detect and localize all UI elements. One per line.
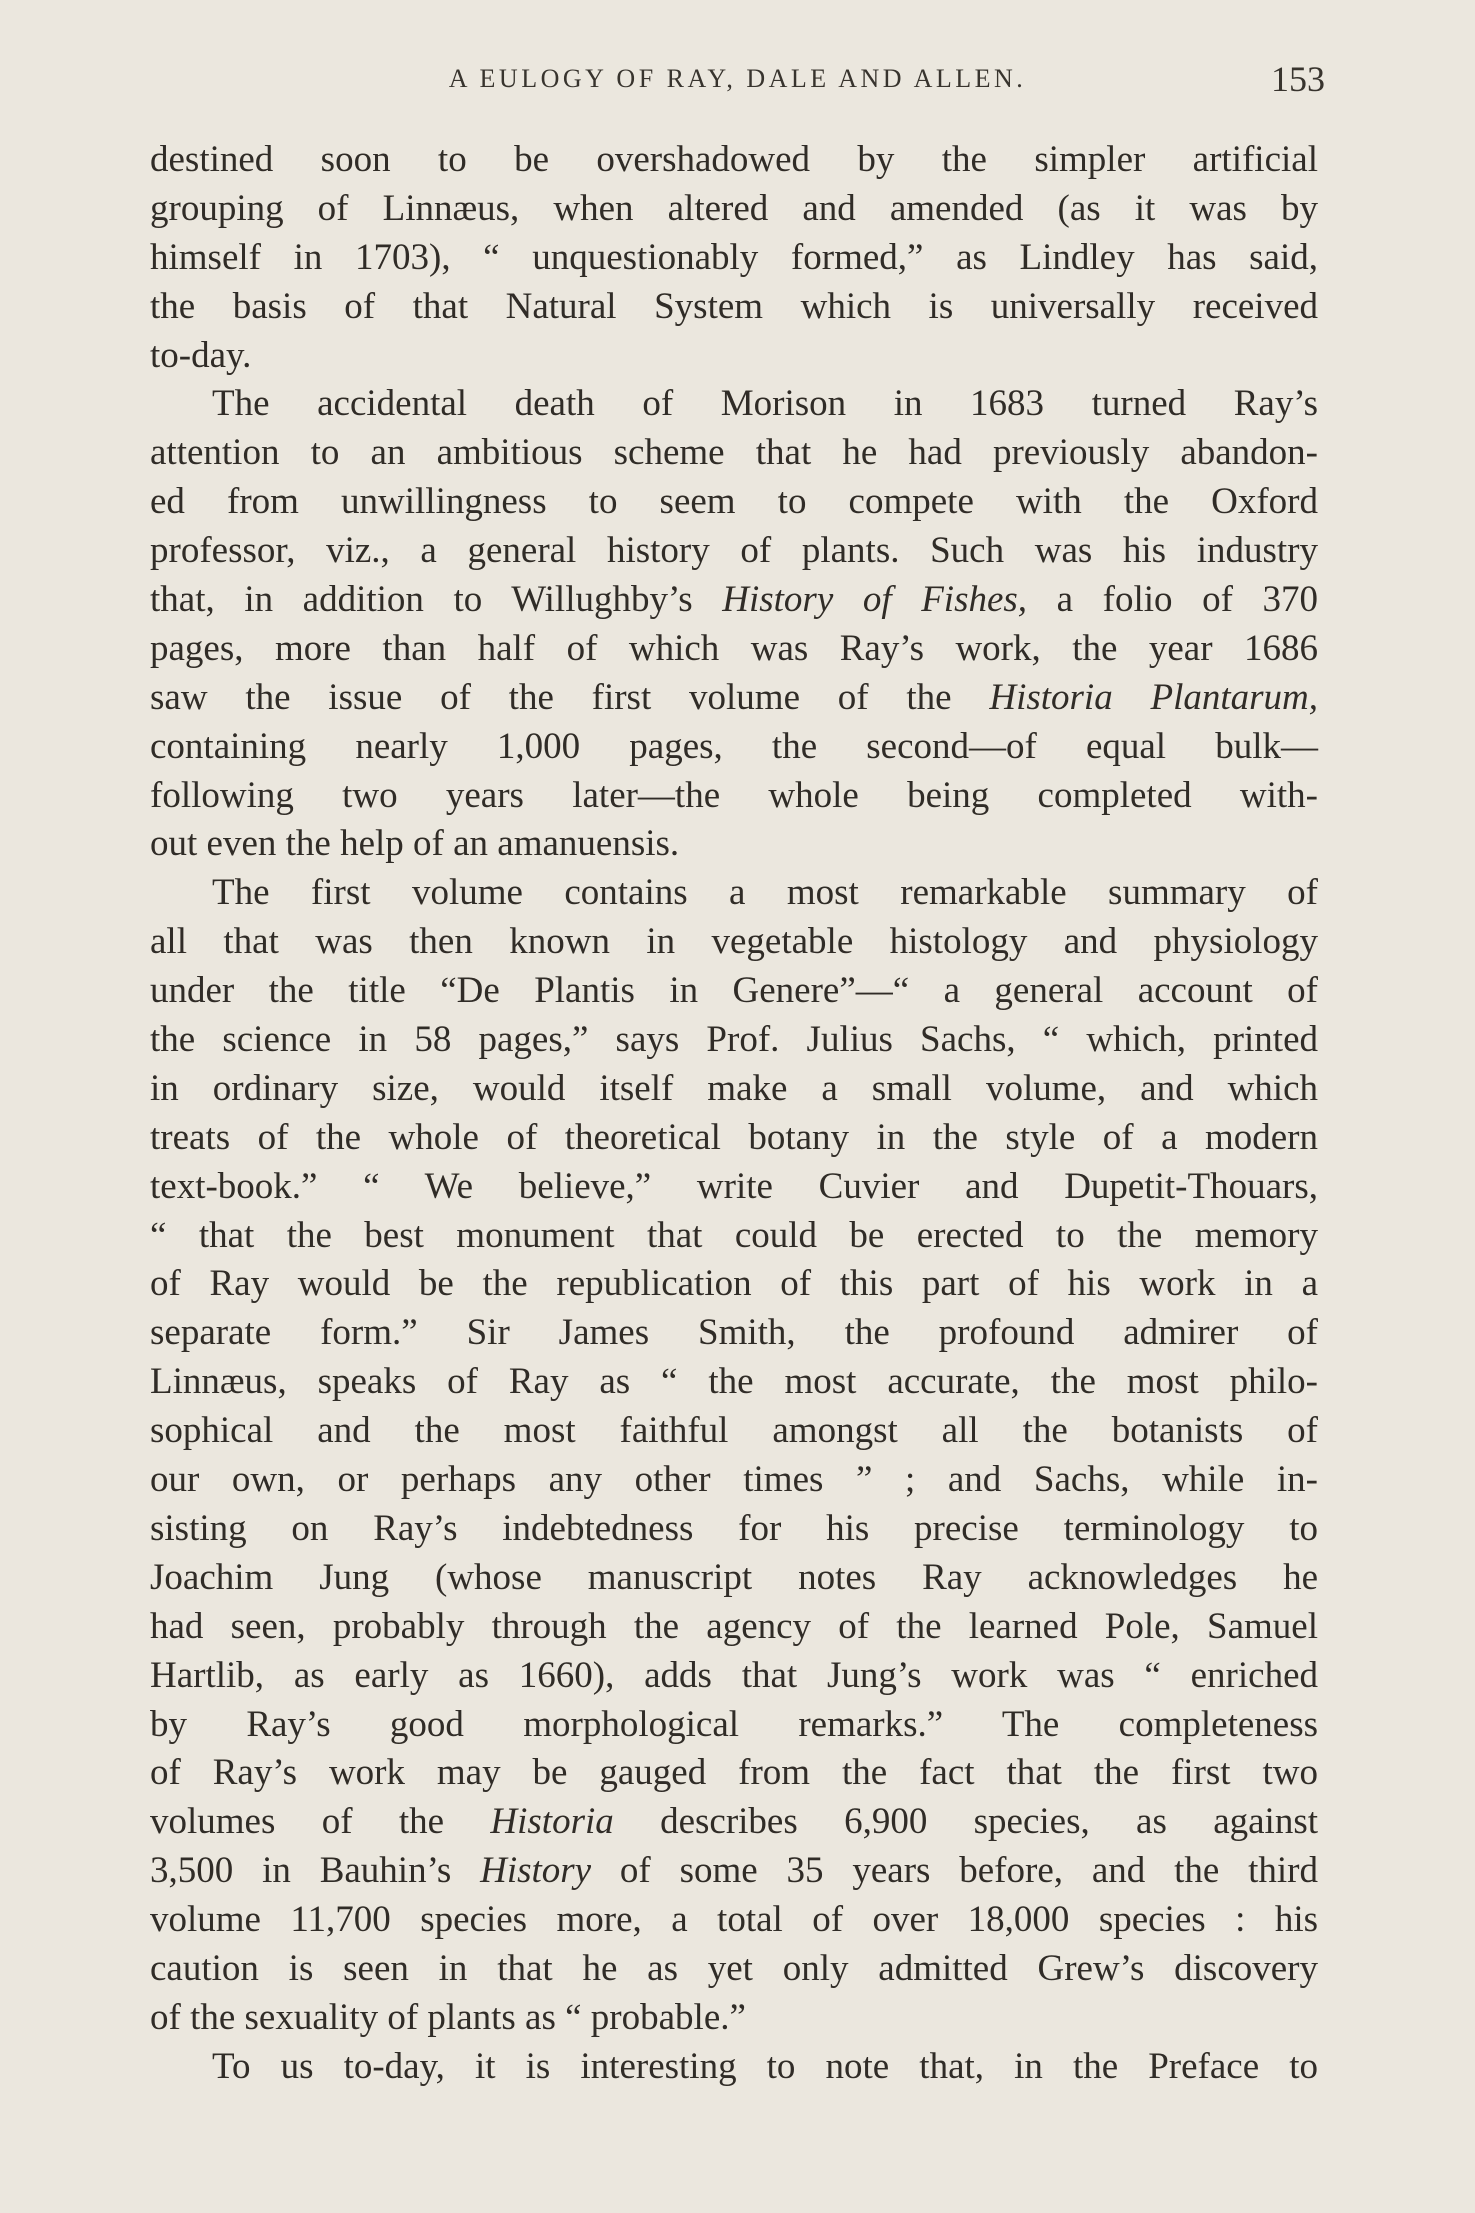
text-line [150,283,1318,332]
text-segment: volume 11,700 species more, a total of over 18,000 species : his [150,1899,1318,1941]
text-segment: Hartlib, as early as 1660), adds that Jung’s work was “ enriched [150,1654,1318,1696]
text-line [150,1994,1318,2043]
text-line [150,674,1318,723]
text-line [150,1212,1318,1261]
text-segment: grouping of Linnæus, when altered and amended (as it was by [150,187,1318,229]
text-segment: text-book.” “ We believe,” write Cuvier and Dupetit-Thouars, [150,1165,1318,1207]
text-segment: pages, more than half of which was Ray’s work, the year 1686 [150,627,1318,669]
italic-title: Historia Plantarum, [989,676,1319,718]
text-segment: The first volume contains a most remarkable summary of [212,872,1318,914]
text-segment: volumes of the [150,1801,491,1843]
text-segment: Joachim Jung (whose manuscript notes Ray acknowledges he [150,1556,1318,1598]
text-line [150,1896,1318,1945]
running-head [150,60,1325,100]
text-line [150,1065,1318,1114]
text-line [150,918,1318,967]
text-segment: treats of the whole of theoretical botany in the style of a modern [150,1116,1318,1158]
text-line [150,527,1318,576]
text-segment: all that was then known in vegetable histology and physiology [150,921,1318,963]
text-segment: professor, viz., a general history of plants. Such was his industry [150,530,1318,572]
text-line [150,380,1318,429]
text-segment: describes 6,900 species, as against [613,1801,1319,1843]
text-line [150,1505,1318,1554]
text-line [150,1652,1318,1701]
text-segment: “ that the best monument that could be erected to the memory [150,1214,1318,1256]
text-line [150,1749,1318,1798]
text-segment: out even the help of an amanuensis. [150,823,680,865]
text-line [150,332,1318,381]
text-segment: that, in addition to Willughby’s [150,579,723,621]
text-segment: by Ray’s good morphological remarks.” The completeness [150,1703,1318,1745]
text-line [150,429,1318,478]
text-line [150,1798,1318,1847]
text-segment: 3,500 in Bauhin’s [150,1850,481,1892]
text-line [150,723,1318,772]
text-line [150,967,1318,1016]
text-segment: sophical and the most faithful amongst all the botanists of [150,1410,1318,1452]
text-segment: Linnæus, speaks of Ray as “ the most accurate, the most philo- [150,1361,1318,1403]
text-segment: our own, or perhaps any other times ” ; and Sachs, while in- [150,1459,1318,1501]
page-number: 153 [1271,59,1325,99]
text-segment: a folio of 370 [1027,579,1318,621]
text-line [150,234,1318,283]
running-title: A EULOGY OF RAY, DALE AND ALLEN. [448,64,1027,93]
text-line [150,1701,1318,1750]
text-line [150,185,1318,234]
text-segment: The accidental death of Morison in 1683 turned Ray’s [212,383,1318,425]
text-line [150,1847,1318,1896]
text-line [150,625,1318,674]
text-segment: caution is seen in that he as yet only admitted Grew’s discovery [150,1947,1318,1989]
text-line [150,1407,1318,1456]
text-line [150,478,1318,527]
text-line [150,1945,1318,1994]
text-segment: following two years later—the whole being completed with- [150,774,1318,816]
text-line [150,136,1318,185]
text-segment: of Ray’s work may be gauged from the fact that the first two [150,1752,1318,1794]
text-line [150,1260,1318,1309]
text-segment: of some 35 years before, and the third [591,1850,1318,1892]
text-segment: of Ray would be the republication of this part of his work in a [150,1263,1318,1305]
italic-title: History [480,1850,592,1892]
text-line [150,576,1318,625]
text-segment: To us to-day, it is interesting to note that, in the Preface to [212,2045,1318,2087]
text-line [150,1309,1318,1358]
text-line [150,1456,1318,1505]
italic-title: Historia [490,1801,614,1843]
text-line [150,869,1318,918]
text-line [150,1358,1318,1407]
text-segment: attention to an ambitious scheme that he had previously abandon- [150,432,1318,474]
text-segment: sisting on Ray’s indebtedness for his precise terminology to [150,1507,1318,1549]
body-text [150,136,1318,2092]
text-line [150,820,1318,869]
text-segment: separate form.” Sir James Smith, the profound admirer of [150,1312,1318,1354]
text-segment: had seen, probably through the agency of the learned Pole, Samuel [150,1605,1318,1647]
text-line [150,1163,1318,1212]
text-line [150,1114,1318,1163]
text-segment: himself in 1703), “ unquestionably formed,” as Lindley has said, [150,236,1318,278]
text-segment: of the sexuality of plants as “ probable.” [150,1996,746,2038]
text-line [150,2043,1318,2092]
text-segment: to-day. [150,334,252,376]
text-segment: under the title “De Plantis in Genere”—“ a general account of [150,970,1318,1012]
text-segment: containing nearly 1,000 pages, the second—of equal bulk— [150,725,1318,767]
text-segment: destined soon to be overshadowed by the simpler artificial [150,139,1318,180]
text-line [150,1603,1318,1652]
text-line [150,1554,1318,1603]
text-line [150,1016,1318,1065]
text-segment: the science in 58 pages,” says Prof. Julius Sachs, “ which, printed [150,1019,1318,1061]
text-segment: ed from unwillingness to seem to compete with the Oxford [150,481,1318,523]
text-line [150,772,1318,821]
text-segment: in ordinary size, would itself make a small volume, and which [150,1067,1318,1109]
italic-title: History of Fishes, [722,579,1028,621]
text-segment: saw the issue of the first volume of the [150,676,990,718]
text-segment: the basis of that Natural System which is universally received [150,285,1318,327]
